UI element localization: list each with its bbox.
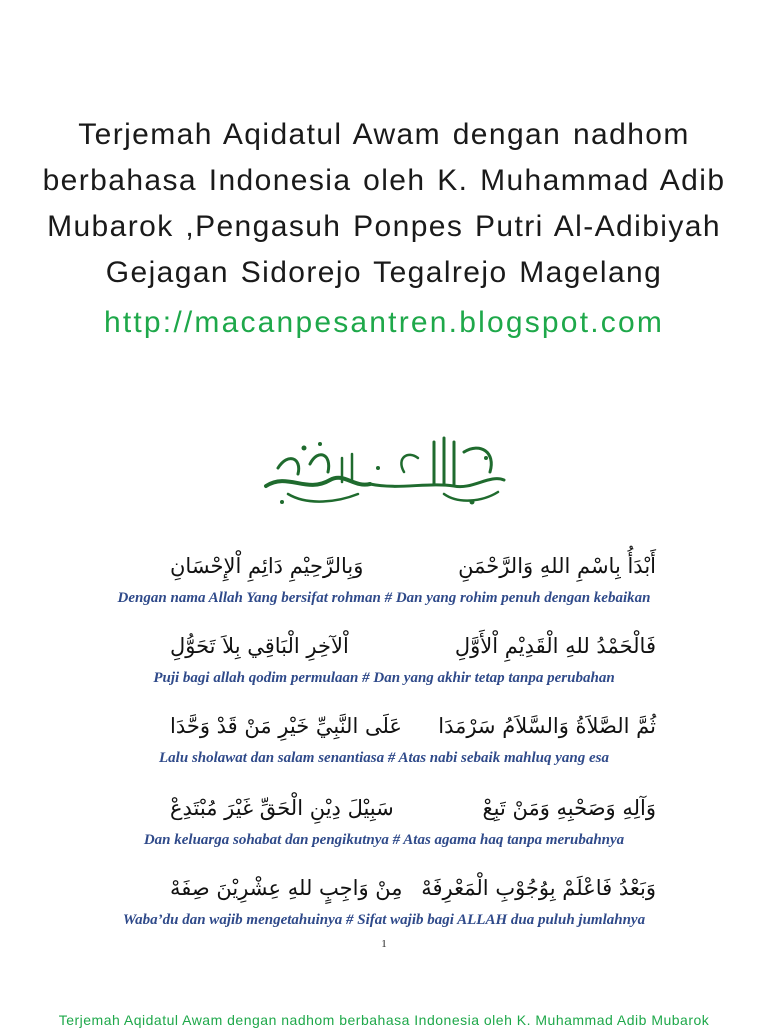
- document-title: [40, 112, 728, 296]
- arabic-verse-left: سَبِيْلَ دِيْنِ الْحَقِّ غَيْرَ مُبْتَدِعْ: [170, 796, 394, 820]
- arabic-verse-right: وَبَعْدُ فَاعْلَمْ بِوُجُوْبِ الْمَعْرِفَهْ: [421, 876, 656, 900]
- couplet: [60, 548, 708, 608]
- translation: Waba’du dan wajib mengetahuinya # Sifat wajib bagi ALLAH dua puluh jumlahnya: [122, 912, 646, 928]
- page-number: 1: [381, 938, 387, 950]
- arabic-verse-right: أَبْدَأُ بِاسْمِ اللهِ وَالرَّحْمَنِ: [458, 554, 656, 578]
- arabic-verse-left: عَلَى النَّبِيِّ خَيْرِ مَنْ قَدْ وَحَّدَا: [170, 714, 402, 738]
- translation: Dan keluarga sohabat dan pengikutnya # Atas agama haq tanpa merubahnya: [143, 832, 625, 848]
- title-line: Gejagan Sidorejo Tegalrejo Magelang: [105, 256, 663, 289]
- arabic-verse-right: فَالْحَمْدُ للهِ الْقَدِيْمِ اْلأَوَّلِ: [454, 634, 656, 658]
- translation: Lalu sholawat dan salam senantiasa # Atas nabi sebaik mahluq yang esa: [159, 750, 609, 766]
- translation: Puji bagi allah qodim permulaan # Dan yang akhir tetap tanpa perubahan: [153, 670, 615, 686]
- couplet: [60, 628, 708, 688]
- title-line: Mubarok ,Pengasuh Ponpes Putri Al-Adibiyah: [47, 210, 721, 243]
- couplet: [60, 790, 708, 850]
- title-line: Terjemah Aqidatul Awam dengan nadhom: [78, 118, 690, 151]
- translation: Dengan nama Allah Yang bersifat rohman # Dan yang rohim penuh dengan kebaikan: [117, 590, 651, 606]
- title-line: berbahasa Indonesia oleh K. Muhammad Adib: [42, 164, 726, 197]
- basmala-calligraphy-icon: [258, 428, 510, 512]
- arabic-verse-left: وَبِالرَّحِيْمِ دَائِمِ اْلإِحْسَانِ: [170, 554, 364, 578]
- arabic-verse-right: وَآلِهِ وَصَحْبِهِ وَمَنْ تَبِعْ: [482, 796, 656, 820]
- blog-url: http://macanpesantren.blogspot.com: [103, 306, 665, 339]
- couplet: [60, 708, 708, 768]
- page-footer: Terjemah Aqidatul Awam dengan nadhom berbahasa Indonesia oleh K. Muhammad Adib Mubarok: [58, 1012, 710, 1028]
- couplet: [60, 870, 708, 930]
- arabic-verse-right: ثُمَّ الصَّلاَةُ وَالسَّلاَمُ سَرْمَدَا: [438, 714, 656, 738]
- arabic-verse-left: مِنْ وَاجِبٍ للهِ عِشْرِيْنَ صِفَهْ: [170, 876, 403, 900]
- arabic-verse-left: اْلآخِرِ الْبَاقِي بِلاَ تَحَوُّلِ: [170, 634, 349, 658]
